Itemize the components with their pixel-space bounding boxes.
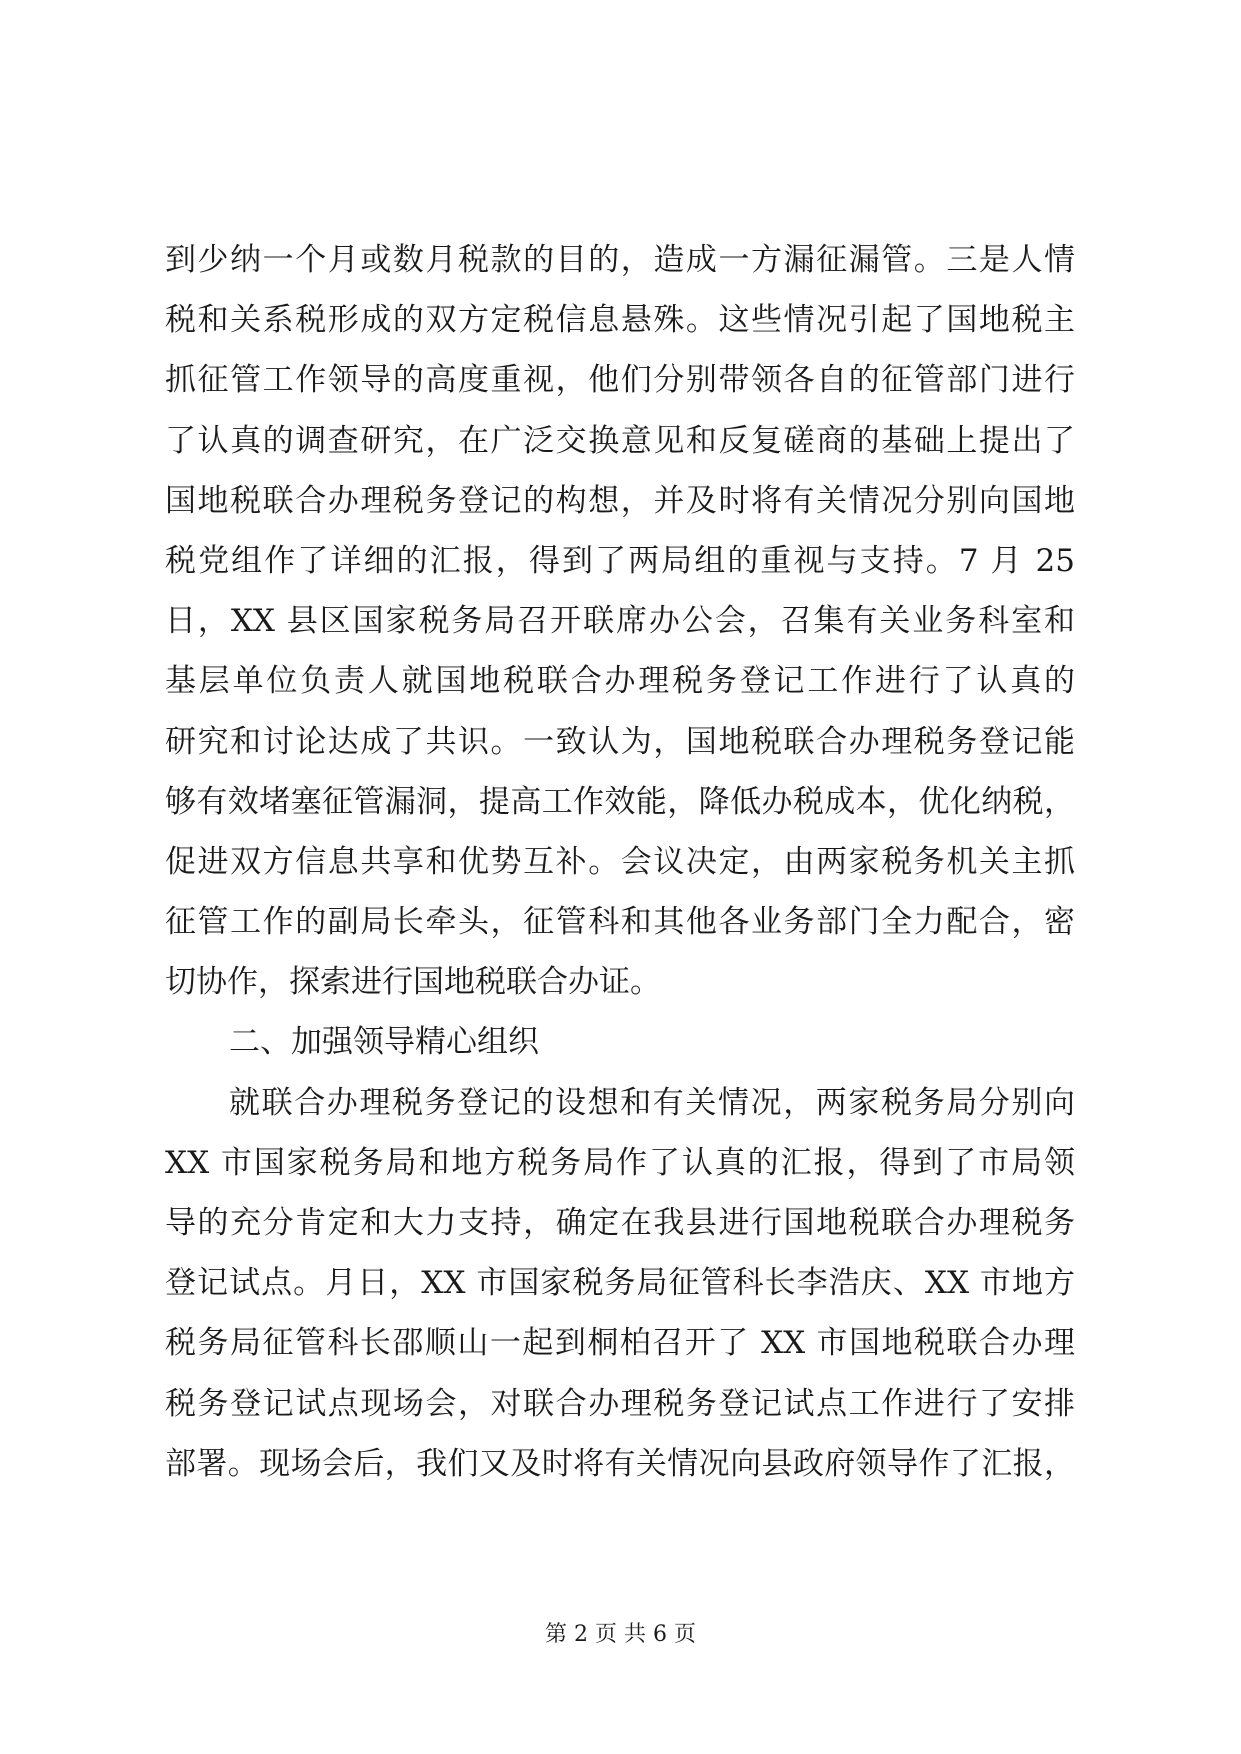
text-line: 了认真的调查研究，在广泛交换意见和反复磋商的基础上提出了 xyxy=(165,422,1075,459)
text-line: 国地税联合办理税务登记的构想，并及时将有关情况分别向国地 xyxy=(165,482,1075,519)
text-line: 够有效堵塞征管漏洞，提高工作效能，降低办税成本，优化纳税， xyxy=(165,783,1075,820)
section-heading: 二、加强领导精心组织 xyxy=(229,1024,539,1061)
text-line: 基层单位负责人就国地税联合办理税务登记工作进行了认真的 xyxy=(165,663,1075,700)
paragraph-1 xyxy=(165,230,1075,1012)
text-line: 日，XX 县区国家税务局召开联席办公会，召集有关业务科室和 xyxy=(165,603,1075,640)
text-line: 税务登记试点现场会，对联合办理税务登记试点工作进行了安排 xyxy=(165,1385,1075,1422)
page-number-footer: 第 2 页 共 6 页 xyxy=(545,1622,696,1647)
text-line: 登记试点。月日，XX 市国家税务局征管科长李浩庆、XX 市地方 xyxy=(165,1265,1075,1302)
text-line: 促进双方信息共享和优势互补。会议决定，由两家税务机关主抓 xyxy=(165,843,1075,880)
text-line: 到少纳一个月或数月税款的目的，造成一方漏征漏管。三是人情 xyxy=(165,242,1075,278)
text-line: 切协作，探索进行国地税联合办证。 xyxy=(165,964,661,1001)
text-line: 部署。现场会后，我们又及时将有关情况向县政府领导作了汇报， xyxy=(165,1445,1075,1482)
text-line: 就联合办理税务登记的设想和有关情况，两家税务局分别向 xyxy=(229,1084,1075,1121)
text-line: 研究和讨论达成了共识。一致认为，国地税联合办理税务登记能 xyxy=(165,723,1075,760)
text-line: 税和关系税形成的双方定税信息悬殊。这些情况引起了国地税主 xyxy=(165,302,1075,339)
paragraph-2 xyxy=(165,1073,1075,1494)
text-line: 税务局征管科长邵顺山一起到桐柏召开了 XX 市国地税联合办理 xyxy=(165,1325,1075,1362)
text-line: 征管工作的副局长牵头，征管科和其他各业务部门全力配合，密 xyxy=(165,904,1075,941)
text-line: 导的充分肯定和大力支持，确定在我县进行国地税联合办理税务 xyxy=(165,1205,1075,1241)
body-text xyxy=(165,230,1075,1494)
text-line: 税党组作了详细的汇报，得到了两局组的重视与支持。7 月 25 xyxy=(165,542,1075,579)
text-line: XX 市国家税务局和地方税务局作了认真的汇报，得到了市局领 xyxy=(165,1144,1075,1181)
text-line: 抓征管工作领导的高度重视，他们分别带领各自的征管部门进行 xyxy=(165,362,1075,399)
